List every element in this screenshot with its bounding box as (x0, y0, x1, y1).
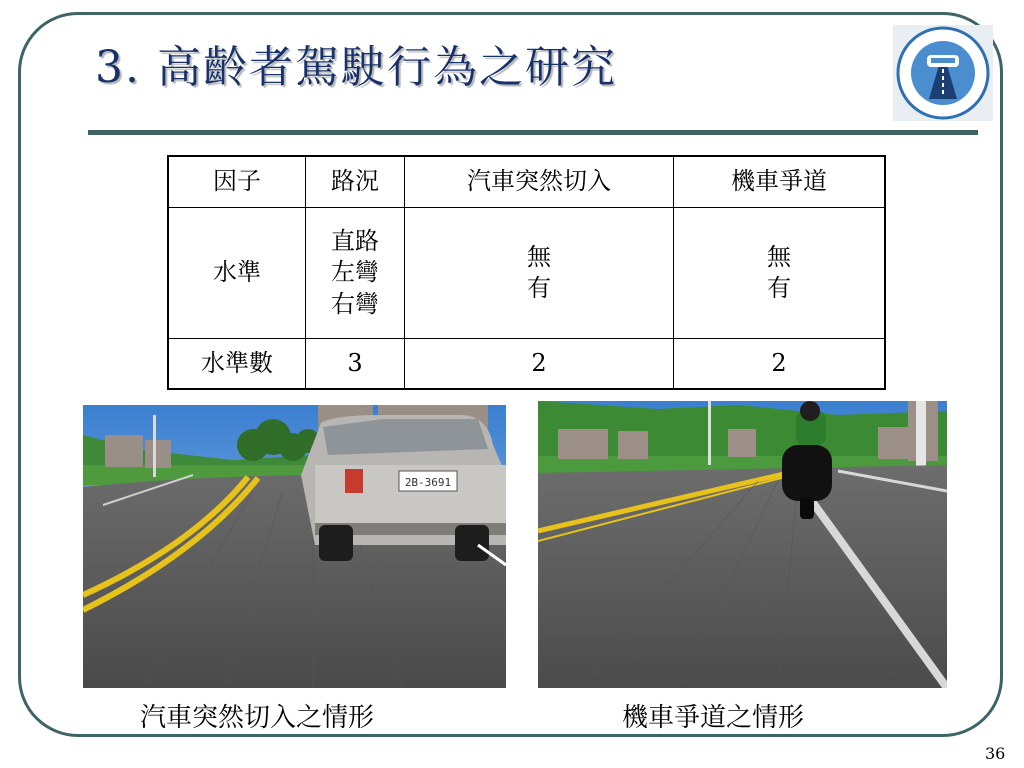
table-cell-line: 無 (767, 242, 791, 271)
table-header-cell: 路況 (306, 156, 405, 208)
table-header-cell: 汽車突然切入 (405, 156, 674, 208)
table-cell-line: 右彎 (331, 289, 379, 318)
table-cell-car-cut-in (405, 208, 674, 339)
title-divider (88, 130, 978, 135)
table-cell-road (306, 208, 405, 339)
slide-title: 3. 高齡者駕駛行為之研究 (95, 42, 617, 93)
table-cell-scooter (674, 208, 886, 339)
scooter-lane-image (538, 401, 947, 688)
table-cell-line: 有 (527, 274, 551, 302)
table-cell-line: 無 (527, 242, 551, 271)
table-cell-line: 左彎 (331, 258, 379, 287)
table-header-cell: 機車爭道 (674, 156, 886, 208)
table-cell-road: 3 (306, 339, 405, 390)
scooter-lane-caption: 機車爭道之情形 (622, 703, 805, 733)
table-cell-line: 有 (767, 274, 791, 302)
table-header-row (168, 156, 885, 208)
car-cut-in-caption: 汽車突然切入之情形 (140, 703, 375, 733)
factor-table (167, 155, 886, 390)
table-cell-factor: 水準數 (168, 339, 306, 390)
table-row (168, 339, 885, 390)
table-row (168, 208, 885, 339)
table-cell-factor: 水準 (168, 208, 306, 339)
license-plate-text: 2B-3691 (404, 476, 452, 489)
page-number: 36 (985, 744, 1006, 763)
logo-emblem (893, 25, 993, 121)
table-header-cell: 因子 (168, 156, 306, 208)
car-cut-in-image (83, 405, 506, 688)
table-cell-car-cut-in: 2 (405, 339, 674, 390)
table-cell-scooter: 2 (674, 339, 886, 390)
table-cell-line: 直路 (331, 227, 379, 256)
